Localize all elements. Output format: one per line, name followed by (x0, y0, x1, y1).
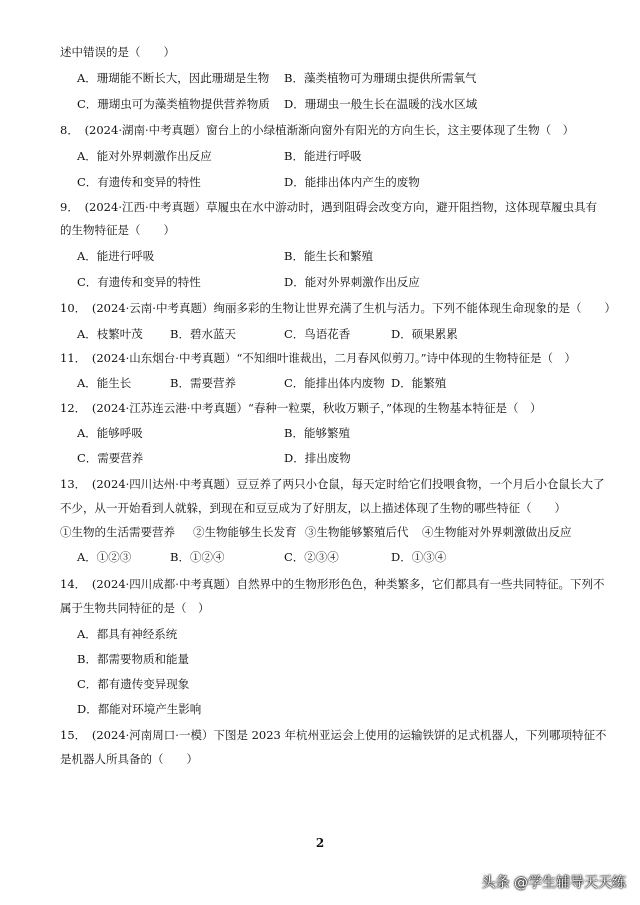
line-text: B．都需要物质和能量 (77, 652, 189, 666)
line-text: 是机器人所具备的（ ） (60, 752, 198, 766)
option-text: ①生物的生活需要营养 (60, 525, 175, 539)
line-text: 述中错误的是（ ） (60, 45, 175, 59)
line-text: C．都有遗传变异现象 (77, 677, 190, 691)
option-text: C．②③④ (284, 550, 339, 564)
option-text: C．有遗传和变异的特性 (77, 175, 201, 189)
line-text: 的生物特征是（ ） (60, 223, 175, 237)
option-text: A．能进行呼吸 (77, 249, 155, 263)
option-text: A．枝繁叶茂 (77, 327, 143, 341)
option-text: C．鸟语花香 (284, 327, 351, 341)
option-text: C．能排出体内废物 (284, 376, 385, 390)
option-text: A．能够呼吸 (77, 426, 143, 440)
option-text: C．有遗传和变异的特性 (77, 275, 201, 289)
option-text: ④生物能对外界刺激做出反应 (422, 525, 572, 539)
option-text: D．排出废物 (284, 451, 351, 465)
line-text: 14． (2024·四川成都·中考真题）自然界中的生物形形色色，种类繁多，它们都具有一些共同特征。下列不 (60, 577, 605, 591)
line-text: 10． (2024·云南·中考真题）绚丽多彩的生物让世界充满了生机与活力。下列不能体现生命现象的是（ ） (60, 301, 616, 315)
line-text: 8． (2024·湖南·中考真题）窗台上的小绿植渐渐向窗外有阳光的方向生长，这主要体现了生物（ ） (60, 123, 575, 137)
option-text: D．能繁殖 (391, 376, 447, 390)
option-text: C．需要营养 (77, 451, 144, 465)
option-text: B．能生长和繁殖 (284, 249, 373, 263)
option-text: ②生物能够生长发育 (193, 525, 297, 539)
line-text: D．都能对环境产生影响 (77, 702, 202, 716)
watermark: 头条 @学生辅导天天练 (481, 875, 626, 891)
line-text: A．都具有神经系统 (77, 627, 178, 641)
option-text: D．①③④ (391, 550, 447, 564)
option-text: B．能够繁殖 (284, 426, 350, 440)
option-text: ③生物能够繁殖后代 (305, 525, 409, 539)
option-text: B．藻类植物可为珊瑚虫提供所需氧气 (284, 71, 477, 85)
option-text: B．①②④ (170, 550, 225, 564)
line-text: 11． (2024·山东烟台·中考真题）“不知细叶谁裁出，二月春风似剪刀。”诗中体现的生物特征是（ ） (60, 351, 576, 365)
line-text: 9． (2024·江西·中考真题）草履虫在水中游动时，遇到阻碍会改变方向，避开阻挡物，这体现草履虫具有 (60, 200, 598, 214)
option-text: B．能进行呼吸 (284, 149, 362, 163)
option-text: B．需要营养 (170, 376, 236, 390)
option-text: D．珊瑚虫一般生长在温暖的浅水区域 (284, 97, 478, 111)
option-text: D．能排出体内产生的废物 (284, 175, 420, 189)
option-text: A．能对外界刺激作出反应 (77, 149, 212, 163)
line-text: 不少，从一开始看到人就躲，到现在和豆豆成为了好朋友，以上描述体现了生物的哪些特征（ ） (60, 501, 566, 515)
line-text: 12． (2024·江苏连云港·中考真题）“春种一粒粟，秋收万颗子，”体现的生物基本特征是（ ） (60, 401, 542, 415)
option-text: D．硕果累累 (391, 327, 458, 341)
option-text: B．碧水蓝天 (170, 327, 236, 341)
line-text: 15． (2024·河南周口·一模）下图是 2023 年杭州亚运会上使用的运输铁饼的足式机器人，下列哪项特征不 (60, 728, 607, 742)
option-text: D．能对外界刺激作出反应 (284, 275, 420, 289)
line-text: 13． (2024·四川达州·中考真题）豆豆养了两只小仓鼠，每天定时给它们投喂食物，一个月后小仓鼠长大了 (60, 477, 605, 491)
option-text: A．珊瑚能不断长大，因此珊瑚是生物 (77, 71, 270, 85)
page-number: 2 (315, 836, 325, 850)
option-text: A．能生长 (77, 376, 132, 390)
option-text: C．珊瑚虫可为藻类植物提供营养物质 (77, 97, 270, 111)
option-text: A．①②③ (77, 550, 132, 564)
line-text: 属于生物共同特征的是（ ） (60, 601, 210, 615)
